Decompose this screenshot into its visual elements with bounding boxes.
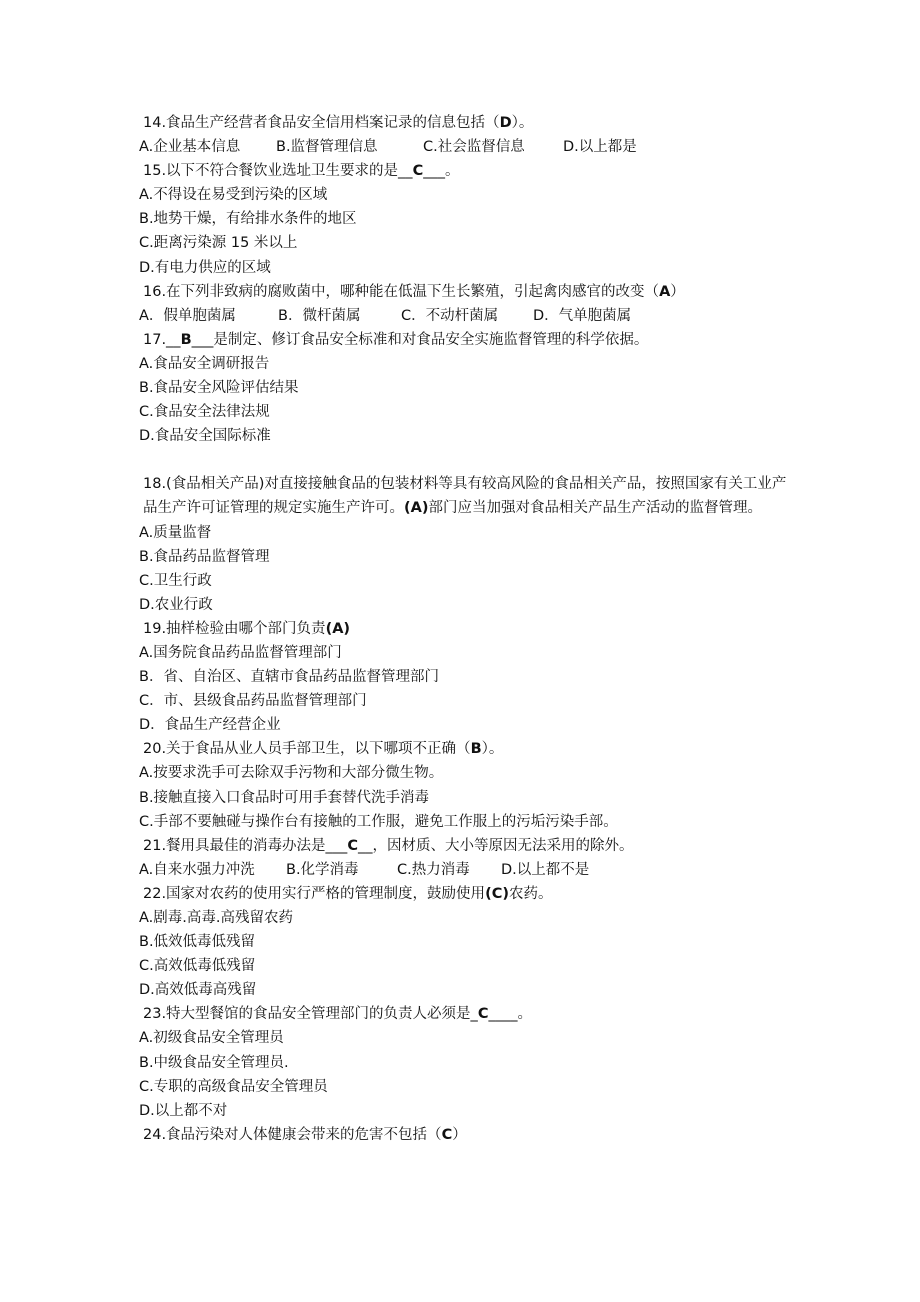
option-b: B.化学消毒 [286,861,359,878]
answer-mark: B [470,741,482,758]
option-a: A.不得设在易受到污染的区域 [139,187,328,204]
option-b: B.低效低毒低残留 [139,934,256,951]
question-23-stem [139,1002,799,1026]
blank-spacer [139,448,799,472]
option-d: D.以上都不是 [501,861,590,878]
answer-mark: A [659,283,671,300]
answer-mark: C [441,1126,453,1143]
question-15-stem [139,159,799,183]
stem-text: ___是制定、修订食品安全标准和对食品安全实施监督管理的科学依据。 [191,331,649,348]
option-d: D.高效低毒高残留 [139,982,257,999]
stem-text: ）。 [481,741,504,758]
answer-mark: B [180,331,192,348]
question-21-options [139,858,799,882]
stem-text: 19.抽样检验由哪个部门负责 [143,620,326,637]
question-16-options [139,304,799,328]
option-d: D.有电力供应的区域 [139,259,271,276]
option-b: B.食品药品监督管理 [139,548,270,565]
stem-text: 22.国家对农药的使用实行严格的管理制度，鼓励使用 [143,885,486,902]
option-a: A.自来水强力冲洗 [139,861,255,878]
stem-text: 24.食品污染对人体健康会带来的危害不包括（ [143,1126,442,1143]
stem-text: ）。 [511,115,534,131]
stem-text: 20.关于食品从业人员手部卫生，以下哪项不正确（ [143,741,471,758]
question-16-stem [139,280,799,304]
option-d: D．气单胞菌属 [533,307,632,324]
stem-text: ___。 [423,163,460,180]
answer-mark: D [499,115,512,131]
option-b: B.地势干燥，有给排水条件的地区 [139,211,357,228]
option-a: A.企业基本信息 [139,139,241,156]
stem-text: ） [670,283,685,300]
option-b: B.接触直接入口食品时可用手套替代洗手消毒 [139,789,430,806]
option-d: D．食品生产经营企业 [139,717,281,734]
option-c: C．市、县级食品药品监督管理部门 [139,693,367,710]
stem-text: ____。 [488,1006,532,1023]
option-a: A.剧毒.高毒.高残留农药 [139,910,293,926]
answer-mark: C [477,1006,489,1023]
option-a: A.食品安全调研报告 [139,355,270,372]
stem-text: 17.__ [143,331,181,348]
option-a: A.初级食品安全管理员 [139,1030,284,1047]
stem-text: __，因材质、大小等原因无法采用的除外。 [357,837,634,854]
stem-text: 21.餐用具最佳的消毒办法是___ [143,837,348,854]
option-b: B.食品安全风险评估结果 [139,380,299,397]
question-list [139,111,799,1147]
option-d: D.农业行政 [139,596,213,613]
stem-text: 15.以下不符合餐饮业选址卫生要求的是__ [143,163,413,180]
stem-text: 18.(食品相关产品)对直接接触食品的包装材料等具有较高风险的食品相关产品，按照国家有关工业产品生产许可证管理的规定实施生产许可。 [143,476,787,517]
stem-text: ） [452,1126,467,1143]
stem-text: 16.在下列非致病的腐败菌中，哪种能在低温下生长繁殖，引起禽肉感官的改变（ [143,283,660,300]
option-c: C.食品安全法律法规 [139,404,270,421]
option-d: D.食品安全国际标准 [139,428,271,445]
option-c: C.热力消毒 [397,861,470,878]
question-18-stem [139,472,799,520]
option-c: C.专职的高级食品安全管理员 [139,1078,328,1095]
option-a: A.质量监督 [139,524,212,541]
option-a: A.按要求洗手可去除双手污物和大部分微生物。 [139,765,444,782]
option-a: A．假单胞菌属 [139,307,236,324]
question-14-stem [139,111,799,135]
option-d: D.以上都是 [563,139,637,156]
option-d: D.以上都不对 [139,1102,228,1119]
stem-text: 农药。 [508,885,553,902]
option-c: C.卫生行政 [139,572,212,589]
stem-text: 部门应当加强对食品相关产品生产活动的监督管理。 [428,500,762,517]
question-17-stem [139,328,799,352]
option-b: B．省、自治区、直辖市食品药品监督管理部门 [139,669,439,686]
option-c: C.高效低毒低残留 [139,958,256,975]
question-14-options [139,135,799,159]
question-19-stem [139,617,799,641]
option-c: C.社会监督信息 [423,139,525,156]
option-b: B．微杆菌属 [278,307,361,324]
answer-mark: C [412,163,424,180]
option-b: B.监督管理信息 [276,139,378,156]
question-21-stem [139,834,799,858]
question-20-stem [139,737,799,761]
question-22-stem [139,882,799,906]
stem-text: 23.特大型餐馆的食品安全管理部门的负责人必须是_ [143,1006,478,1023]
answer-mark: (A) [404,500,429,517]
answer-mark: (A) [325,620,351,637]
stem-text: 14.食品生产经营者食品安全信用档案记录的信息包括（ [143,115,500,131]
question-24-stem [139,1123,799,1147]
option-b: B.中级食品安全管理员. [139,1054,289,1071]
answer-mark: C [347,837,358,854]
answer-mark: (C) [485,885,509,902]
option-a: A.国务院食品药品监督管理部门 [139,644,342,661]
option-c: C.距离污染源 15 米以上 [139,235,298,252]
option-c: C.手部不要触碰与操作台有接触的工作服，避免工作服上的污垢污染手部。 [139,813,618,830]
option-c: C．不动杆菌属 [401,307,499,324]
